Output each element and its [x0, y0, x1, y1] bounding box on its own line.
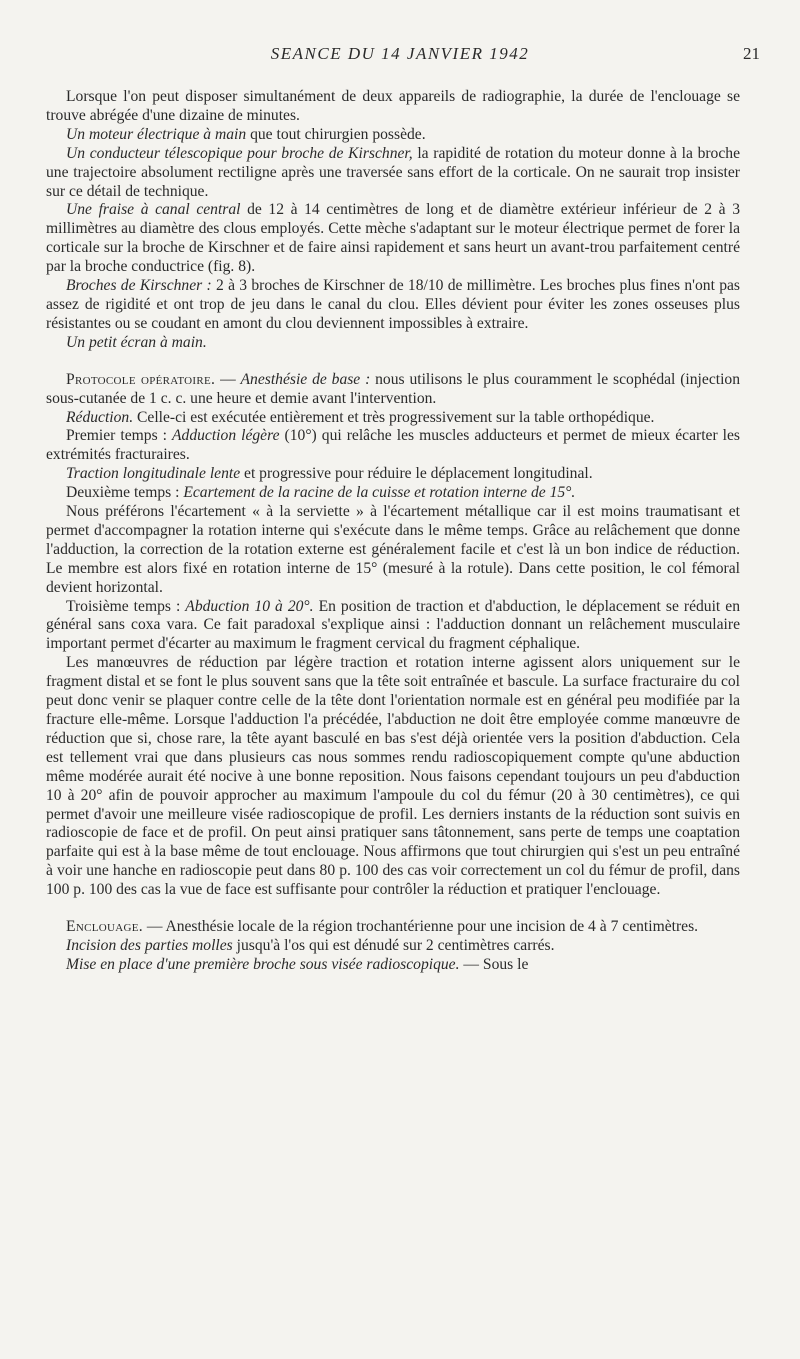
paragraph: Réduction. Celle-ci est exécutée entièrement et très progressivement sur la table orthopédique.: [66, 408, 655, 426]
running-title: SEANCE DU 14 JANVIER 1942: [270, 44, 530, 63]
page-header: [40, 44, 760, 68]
page-number: 21: [743, 44, 760, 63]
paragraph: Traction longitudinale lente et progressive pour réduire le déplacement longitudinal.: [66, 465, 593, 483]
body-text: [46, 88, 740, 975]
paragraph: Un conducteur télescopique pour broche de Kirschner, la rapidité de rotation du moteur donne à la broche une trajectoire absolument rectiligne après une traversée sans effort de la corticale. On ne saurait trop insister sur ce détail de technique.: [46, 144, 740, 200]
section-heading: Protocole opératoire.: [66, 370, 216, 388]
paragraph: Nous préférons l'écartement « à la serviette » à l'écartement métallique car il est moins traumatisant et permet d'accompagner la rotation interne qui s'exécute dans le même temps. Grâce au relâchement que donne l'adduction, la correction de la rotation externe est généralement facile et c'est là un bon indice de réduction. Le membre est alors fixé en rotation interne de 15° (mesuré à la rotule). Dans cette position, le col fémoral devient horizontal.: [46, 503, 740, 596]
paragraph: Mise en place d'une première broche sous visée radioscopique. — Sous le: [66, 955, 529, 973]
paragraph: Premier temps : Adduction légère (10°) qui relâche les muscles adducteurs et permet de mieux écarter les extrémités fracturaires.: [46, 427, 740, 464]
paragraph: Les manœuvres de réduction par légère traction et rotation interne agissent alors uniquement sur le fragment distal et se font le plus souvent sans que la tête soit entraînée et bascule. La surface fracturaire du col peut donc venir se plaquer contre celle de la tête dont l'orientation normale est en général peu modifiée par la fracture elle-même. Lorsque l'adduction l'a précédée, l'abduction ne doit être employée comme manœuvre de réduction que si, chose rare, la tête ayant basculé en bas s'est déjà orientée vers la position d'abduction. Cela est tellement vrai que dans plusieurs cas nous sommes rendu radioscopiquement compte qu'une abduction même modérée aurait été nocive à une bonne reposition. Nous faisons cependant toujours un peu d'abduction 10 à 20° afin de pouvoir approcher au maximum l'ampoule du col du fémur (20 à 30 centimètres), ce qui permet d'avoir une meilleure visée radioscopique de profil. Les derniers instants de la réduction sont suivis en radioscopie de face et de profil. On peut ainsi pratiquer sans tâtonnement, sans perte de temps une coaptation parfaite qui est à la base même de tout enclouage. Nous affirmons que tout chirurgien qui s'est un peu entraîné à voir une hanche en radioscopie peut dans 80 p. 100 des cas voir correctement un col du fémur de profil, dans 100 p. 100 des cas la vue de face est suffisante pour contrôler la réduction et pratiquer l'enclouage.: [46, 654, 740, 899]
section-heading: Enclouage.: [66, 918, 143, 936]
paragraph: Une fraise à canal central de 12 à 14 centimètres de long et de diamètre extérieur inférieur de 2 à 3 millimètres au diamètre des clous employés. Cette mèche s'adaptant sur le moteur électrique permet de forer la corticale sur la broche de Kirschner et de faire ainsi rapidement et sans heurt un avant-trou parfaitement centré par la broche conductrice (fig. 8).: [46, 201, 740, 276]
paragraph: Un moteur électrique à main que tout chirurgien possède.: [66, 125, 426, 143]
paragraph: Un petit écran à main.: [66, 333, 207, 351]
paragraph: Deuxième temps : Ecartement de la racine de la cuisse et rotation interne de 15°.: [66, 484, 576, 502]
paragraph: Broches de Kirschner : 2 à 3 broches de Kirschner de 18/10 de millimètre. Les broches plus fines n'ont pas assez de rigidité et ont trop de jeu dans le canal du clou. Elles dévient pour éviter les zones osseuses plus résistantes ou se coudant en amont du clou deviennent impossibles à extraire.: [46, 277, 740, 332]
paragraph: Troisième temps : Abduction 10 à 20°. En position de traction et d'abduction, le déplacement se réduit en général sans coxa vara. Ce fait paradoxal s'explique ainsi : l'adduction donnant un relâchement musculaire important permet d'écarter au maximum le fragment cervical du fragment céphalique.: [46, 597, 740, 653]
section-heading-paragraph: Protocole opératoire. — Anesthésie de base : nous utilisons le plus couramment le scophédal (injection sous-cutanée de 1 c. c. une heure et demie avant l'intervention.: [46, 370, 740, 407]
paragraph: Lorsque l'on peut disposer simultanément de deux appareils de radiographie, la durée de l'enclouage se trouve abrégée d'une dizaine de minutes.: [46, 88, 740, 124]
paragraph: Incision des parties molles jusqu'à l'os qui est dénudé sur 2 centimètres carrés.: [66, 936, 555, 954]
section-heading-paragraph: Enclouage. — Anesthésie locale de la région trochantérienne pour une incision de 4 à 7 centimètres.: [66, 918, 699, 936]
